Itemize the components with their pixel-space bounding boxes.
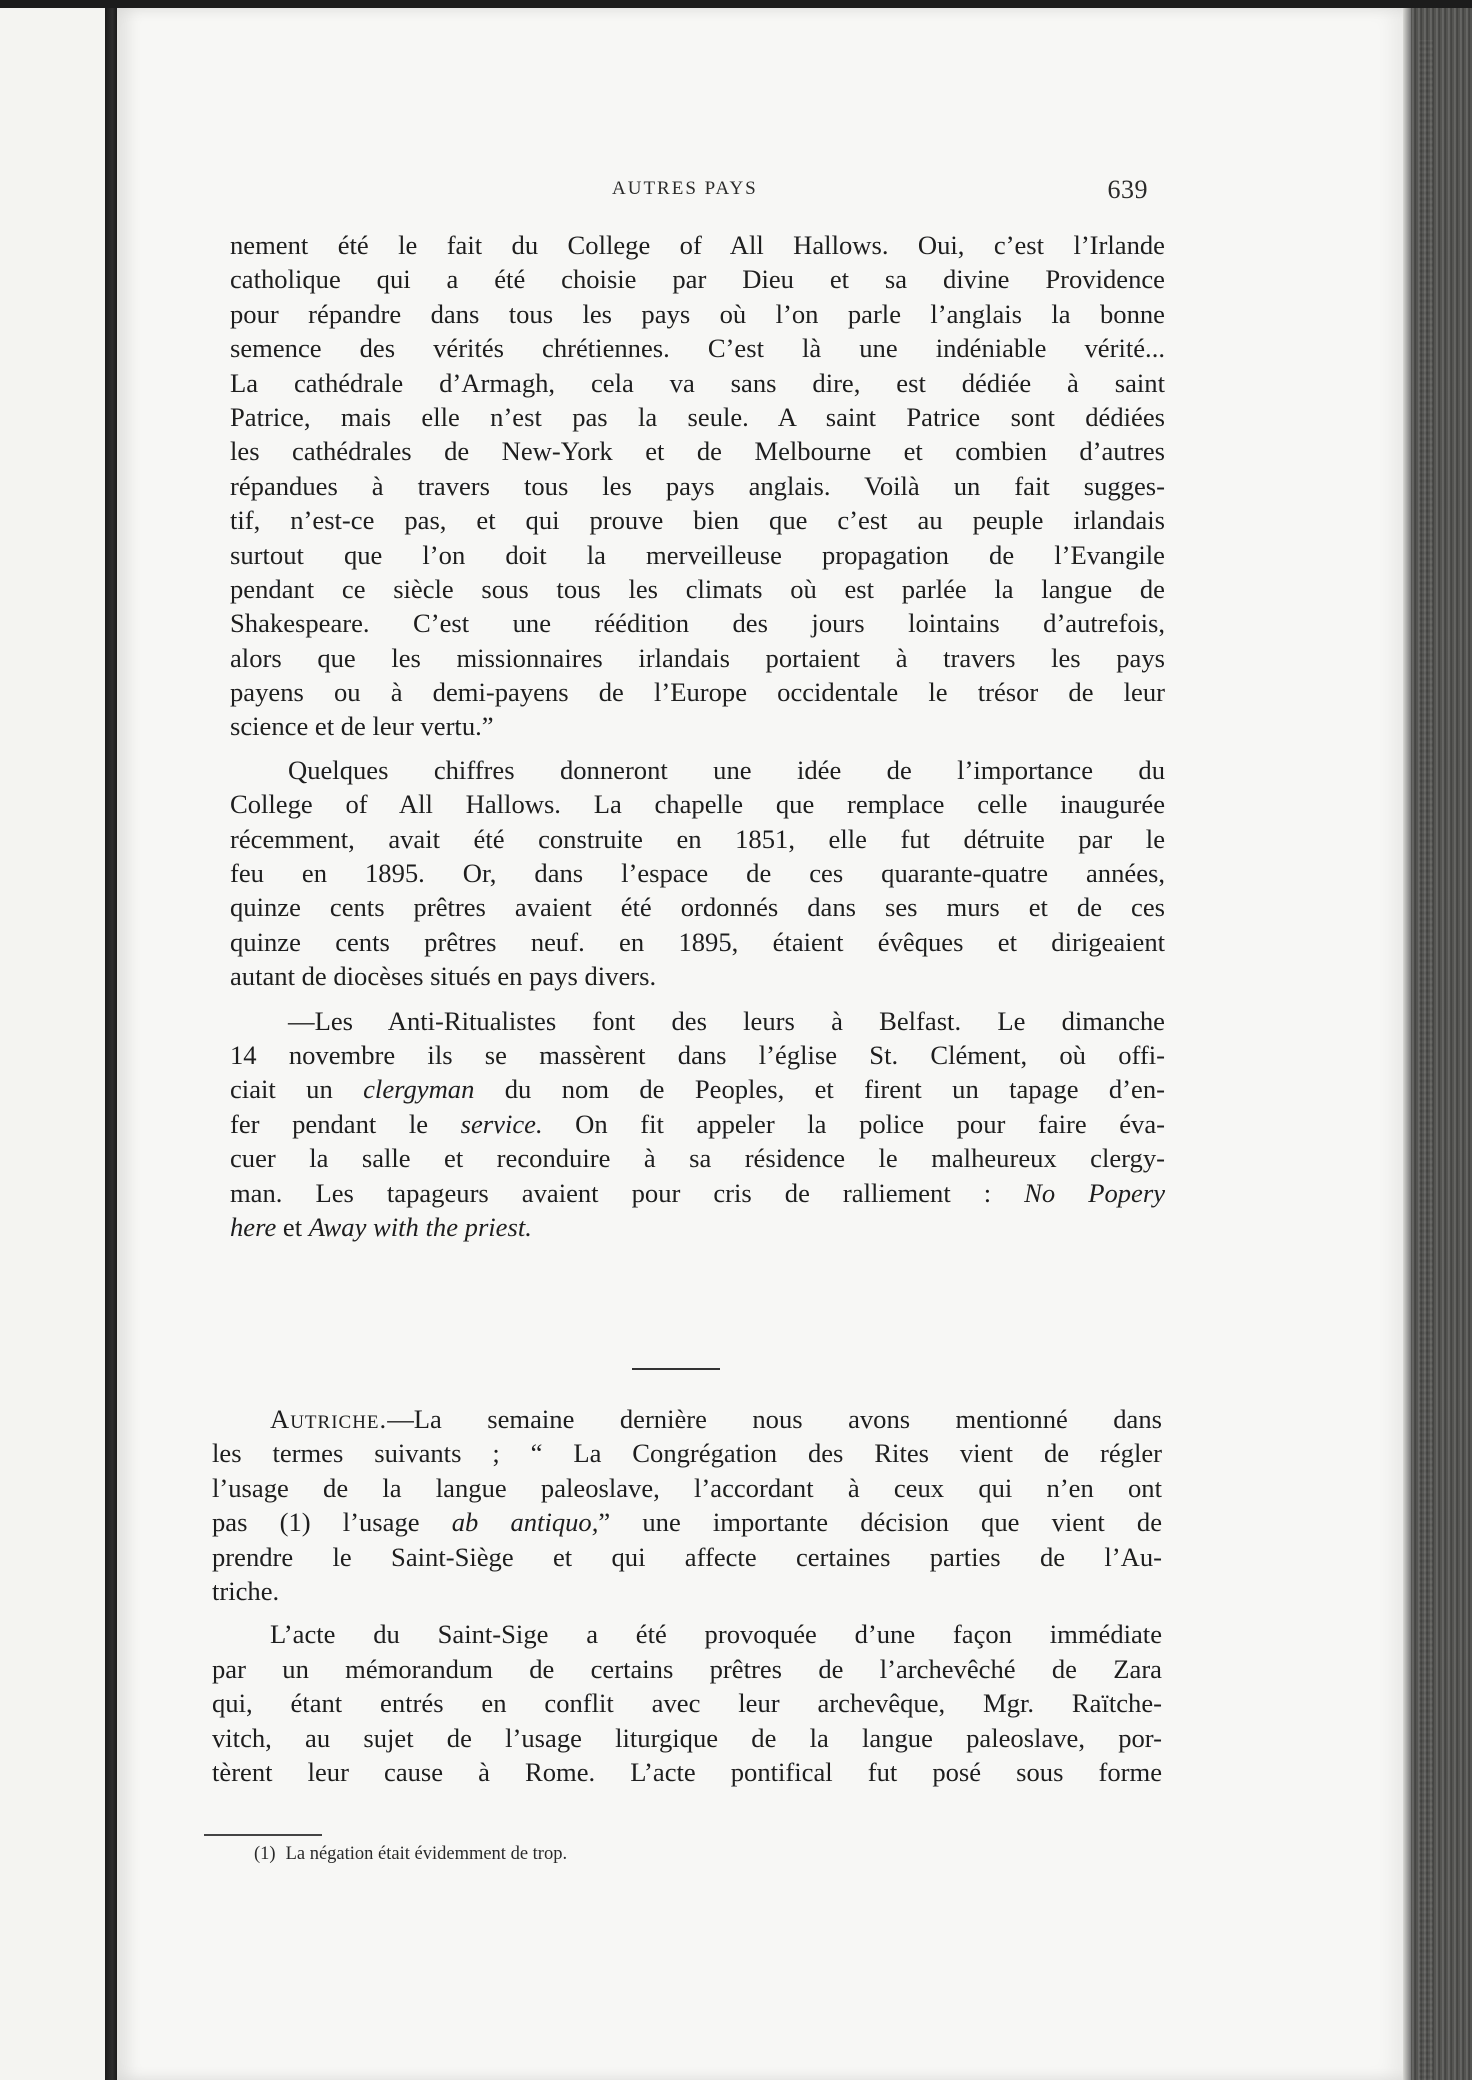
- text-line: here et Away with the priest.: [230, 1211, 532, 1242]
- text-line: 14 novembre ils se massèrent dans l’église St. Clément, où offi-: [230, 1039, 1165, 1070]
- footnote-text: La négation était évidemment de trop.: [285, 1844, 568, 1864]
- section-divider-rule: [632, 1368, 720, 1370]
- italic-slogan: No Popery: [1024, 1177, 1166, 1208]
- text-line: Autriche.—La semaine dernière nous avons mentionné dans: [270, 1404, 1162, 1434]
- text-line: nement été le fait du College of All Hallows. Oui, c’est l’Irlande: [230, 230, 1165, 260]
- text-line: tèrent leur cause à Rome. L’acte pontifical fut posé sous forme: [212, 1756, 1162, 1787]
- text-line: Quelques chiffres donneront une idée de l’importance du: [288, 754, 1165, 785]
- book-gutter: [105, 8, 117, 2080]
- text-line: surtout que l’on doit la merveilleuse propagation de l’Evangile: [230, 539, 1165, 570]
- paragraph-quote-continuation: [230, 228, 1165, 744]
- text-line: L’acte du Saint-Sige a été provoquée d’une façon immédiate: [270, 1619, 1162, 1650]
- italic-term: clergyman: [363, 1074, 475, 1105]
- text-line: semence des vérités chrétiennes. C’est là une indéniable vérité...: [230, 333, 1165, 364]
- section-heading: Autriche.: [270, 1404, 388, 1434]
- text-line: ciait un clergyman du nom de Peoples, et firent un tapage d’en-: [230, 1074, 1165, 1105]
- running-title: AUTRES PAYS: [612, 178, 758, 199]
- paragraph-saint-siege: [212, 1617, 1162, 1789]
- text-line: tif, n’est-ce pas, et qui prouve bien que c’est au peuple irlandais: [230, 505, 1165, 536]
- text-line: vitch, au sujet de l’usage liturgique de la langue paleoslave, por-: [212, 1722, 1162, 1753]
- text-line: science et de leur vertu.”: [230, 711, 494, 742]
- text-line: College of All Hallows. La chapelle que remplace celle inaugurée: [230, 789, 1165, 820]
- text-line: l’usage de la langue paleoslave, l’accordant à ceux qui n’en ont: [212, 1472, 1162, 1503]
- book-page-edges-texture: [1419, 40, 1433, 2080]
- italic-slogan: here: [230, 1211, 277, 1242]
- text-line: les cathédrales de New-York et de Melbourne et combien d’autres: [230, 436, 1165, 467]
- running-head: [232, 175, 1162, 208]
- facing-page-left: [0, 8, 105, 2080]
- text-line: man. Les tapageurs avaient pour cris de ralliement : No Popery: [230, 1177, 1166, 1208]
- text-line: —Les Anti-Ritualistes font des leurs à Belfast. Le dimanche: [288, 1005, 1165, 1036]
- italic-slogan: Away with the priest.: [308, 1211, 532, 1242]
- page-number: 639: [1107, 175, 1148, 204]
- page-edge-shadow: [1403, 8, 1411, 2080]
- text-line: feu en 1895. Or, dans l’espace de ces quarante-quatre années,: [230, 858, 1165, 889]
- paragraph-anti-ritualistes: [230, 1004, 1165, 1245]
- text-line: pendant ce siècle sous tous les climats où est parlée la langue de: [230, 573, 1165, 604]
- text-line: répandues à travers tous les pays anglais. Voilà un fait sugges-: [230, 470, 1165, 501]
- italic-term: ab antiquo,: [451, 1507, 599, 1538]
- text-line: par un mémorandum de certains prêtres de l’archevêché de Zara: [212, 1653, 1162, 1684]
- scan-top-border: [0, 0, 1472, 8]
- text-line: triche.: [212, 1575, 280, 1606]
- italic-term: service.: [460, 1108, 543, 1139]
- paragraph-autriche: [212, 1402, 1162, 1608]
- text-line: autant de diocèses situés en pays divers.: [230, 961, 657, 992]
- text-line: La cathédrale d’Armagh, cela va sans dire, est dédiée à saint: [230, 367, 1165, 398]
- autriche-text-block: [212, 1402, 1162, 1789]
- paragraph-all-hallows-figures: [230, 753, 1165, 994]
- text-line: alors que les missionnaires irlandais portaient à travers les pays: [230, 642, 1165, 673]
- text-line: quinze cents prêtres avaient été ordonnés dans ses murs et de ces: [230, 892, 1165, 923]
- text-line: payens ou à demi-payens de l’Europe occidentale le trésor de leur: [230, 677, 1165, 708]
- text-line: Shakespeare. C’est une réédition des jours lointains d’autrefois,: [230, 608, 1165, 639]
- text-line: les termes suivants ; “ La Congrégation des Rites vient de régler: [212, 1438, 1162, 1469]
- footnote: [254, 1844, 954, 1865]
- text-line: pas (1) l’usage ab antiquo,” une importante décision que vient de: [212, 1507, 1163, 1538]
- footnote-rule: [204, 1834, 322, 1836]
- text-line: cuer la salle et reconduire à sa résidence le malheureux clergy-: [230, 1143, 1165, 1174]
- footnote-mark: (1): [254, 1844, 276, 1864]
- main-text-block: [230, 228, 1165, 1244]
- text-line: récemment, avait été construite en 1851, elle fut détruite par le: [230, 823, 1165, 854]
- text-line: qui, étant entrés en conflit avec leur archevêque, Mgr. Raïtche-: [212, 1688, 1162, 1719]
- text-line: catholique qui a été choisie par Dieu et sa divine Providence: [230, 264, 1165, 295]
- text-line: pour répandre dans tous les pays où l’on parle l’anglais la bonne: [230, 298, 1165, 329]
- text-line: fer pendant le service. On fit appeler la police pour faire éva-: [230, 1108, 1165, 1139]
- text-line: quinze cents prêtres neuf. en 1895, étaient évêques et dirigeaient: [230, 926, 1165, 957]
- text-line: Patrice, mais elle n’est pas la seule. A saint Patrice sont dédiées: [230, 401, 1165, 432]
- text-line: prendre le Saint-Siège et qui affecte certaines parties de l’Au-: [212, 1541, 1162, 1572]
